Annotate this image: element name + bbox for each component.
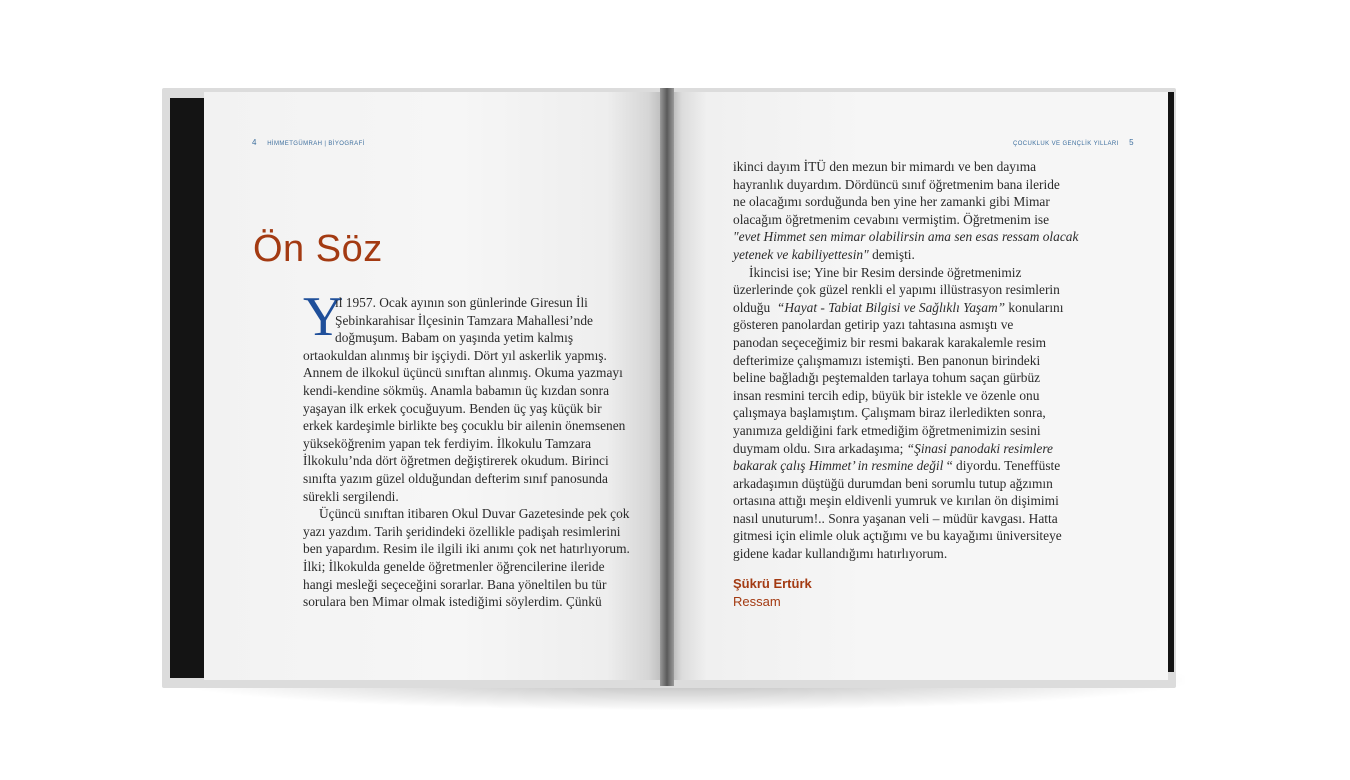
text-line [733, 457, 1078, 475]
text-line: sorulara ben Mimar olmak istediğimi söylerdim. Çünkü [303, 594, 602, 610]
text-line: gösteren panolardan getirip yazı tahtasına asmıştı ve [733, 317, 1014, 333]
text-line: Annem de ilkokul üçüncü sınıftan alınmış. Okuma yazmayı [303, 365, 623, 381]
text-line: hayranlık duyardım. Dördüncü sınıf öğretmenim bana ileride [733, 176, 1060, 192]
text-line: arkadaşımın düştüğü durumdan beni sorumlu tutup ağzımın [733, 475, 1053, 491]
text-line: ortasına attığı meşin eldivenli yumruk ve kırılan ön dişimimi [733, 493, 1059, 509]
cover-edge-left [170, 98, 204, 678]
inline-text: “ diyordu. Teneffüste [943, 458, 1061, 474]
page-title: Ön Söz [253, 228, 383, 270]
drop-cap: Y [303, 286, 344, 348]
italic-quote: “Şinasi panodaki resimlere [903, 440, 1053, 456]
text-line: defterimize çalışmamızı istemişti. Ben panonun birindeki [733, 352, 1041, 368]
text-line: gidene kadar kullandığımı hatırlıyorum. [733, 546, 948, 562]
text-line: yanımıza geldiğini fark etmediğim öğretmenimizin sesini [733, 422, 1041, 438]
text-line: sürekli sergilendi. [303, 488, 399, 504]
text-line: sınıfta yazım güzel olduğundan defterim sınıf panosunda [303, 470, 608, 486]
text-line: panodan seçeceğimiz bir resmi bakarak karakalemle resim [733, 334, 1047, 350]
right-body-text [733, 158, 1078, 563]
text-line: yaşayan ilk erkek çocuğuyum. Benden üç yaş küçük bir [303, 400, 602, 416]
italic-quote: yetenek ve kabiliyettesin" [733, 246, 869, 262]
text-line: ortaokuldan alınmış bir işçiydi. Dört yıl askerlik yapmış. [303, 347, 607, 363]
text-line: doğmuşum. Babam on yaşında yetim kalmış [335, 330, 574, 346]
text-line: ben yapardım. Resim ile ilgili iki anımı çok net hatırlıyorum. [303, 541, 630, 557]
text-line [733, 440, 1078, 458]
text-line: üzerlerinde çok güzel renkli el yapımı illüstrasyon resimlerin [733, 282, 1060, 298]
text-line: hangi mesleği seçeceğini sorarlar. Bana yöneltilen bu tür [303, 576, 607, 592]
right-running-header: ÇOCUKLUK VE GENÇLİK YILLARI [1013, 141, 1119, 147]
text-line: beline bağladığı peştemalden tarlaya tohum saçan gürbüz [733, 370, 1041, 386]
text-line: olacağım öğretmenim cevabını vermiştim. Öğretmenim ise [733, 211, 1050, 227]
text-line: Üçüncü sınıftan itibaren Okul Duvar Gazetesinde pek çok [319, 506, 630, 522]
author-role: Ressam [733, 594, 781, 609]
inline-text: konularını [1005, 299, 1064, 315]
text-line [733, 299, 1078, 317]
text-line: çalışmaya başlamıştım. Çalışmam biraz ilerledikten sonra, [733, 405, 1046, 421]
text-line: erkek kardeşimle birlikte beş çocuklu bir ailenin önemsenen [303, 418, 626, 434]
inline-text: demişti. [868, 246, 915, 262]
italic-book-title: “Hayat - Tabiat Bilgisi ve Sağlıklı Yaşam” [776, 299, 1006, 315]
left-page-number: 4 [252, 138, 257, 147]
text-line [733, 246, 1078, 264]
text-line: "evet Himmet sen mimar olabilirsin ama sen esas ressam olacak [733, 229, 1079, 245]
text-line: ikinci dayım İTÜ den mezun bir mimardı ve ben dayıma [733, 159, 1037, 174]
text-line: gitmesi için elimle oluk açtığımı ve bu kayağımı üniversiteye [733, 528, 1062, 544]
text-line: ıl 1957. Ocak ayının son günlerinde Giresun İli [335, 295, 588, 310]
right-page-number: 5 [1129, 138, 1134, 147]
inline-text: olduğu [733, 299, 771, 315]
right-page-header [1013, 138, 1134, 147]
left-page-header [252, 138, 365, 147]
book-spine-gutter [660, 88, 674, 686]
text-line: yazı yazdım. Tarih şeridindeki özellikle padişah resimlerini [303, 523, 621, 539]
text-line: insan resmini tercih edip, büyük bir istekle ve özenle onu [733, 387, 1040, 403]
italic-quote: bakarak çalış Himmet’ in resmine değil [733, 458, 944, 474]
left-running-header: HİMMETGÜMRAH | BİYOGRAFİ [267, 141, 365, 147]
text-line: nasıl unuturum!.. Sonra yaşanan veli – müdür kavgası. Hatta [733, 510, 1058, 526]
left-body-text [303, 294, 643, 611]
inline-text: duymam oldu. Sıra arkadaşıma; [733, 440, 904, 456]
text-line: İlki; İlkokulda genelde öğretmenler öğrencilerine ileride [303, 558, 605, 574]
text-line: Şebinkarahisar İlçesinin Tamzara Mahallesi’nde [335, 312, 593, 328]
text-line: yükseköğrenim yapan tek ferdiyim. İlkokulu Tamzara [303, 435, 592, 451]
text-line: ne olacağımı sorduğunda ben yine her zamanki gibi Mimar [733, 194, 1050, 210]
text-line: İlkokulu’nda dört öğretmen değiştirerek okudum. Birinci [303, 453, 609, 469]
text-line: kendi-kendine sökmüş. Anamla babamın üç kızdan sonra [303, 382, 610, 398]
author-name: Şükrü Ertürk [733, 576, 812, 591]
text-line: İkincisi ise; Yine bir Resim dersinde öğretmenimiz [749, 264, 1022, 280]
